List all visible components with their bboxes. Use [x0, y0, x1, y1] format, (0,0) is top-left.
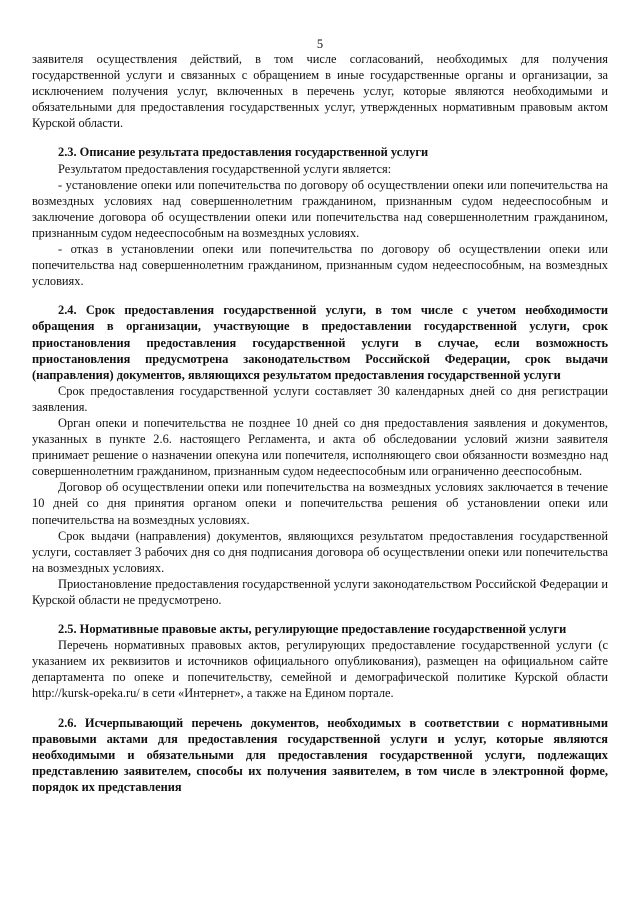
- paragraph: Перечень нормативных правовых актов, регулирующих предоставление государственной услуги (с указанием их реквизитов и источников официального опубликования), размещен на официальном сайте департамента по опеке и попечительству, семейной и демографической политике Курской области http://kursk-opeka.ru/ в сети «Интернет», а также на Едином портале.: [32, 638, 608, 701]
- section-heading-2-6: 2.6. Исчерпывающий перечень документов, необходимых в соответствии с нормативными правовыми актами для предоставления государственной услуги и услуг, которые являются необходимыми и обязательными для предоставления государственной услуги, подлежащих представлению заявителем, способы их получения заявителем, в том числе в электронной форме, порядок их представления: [32, 715, 608, 794]
- paragraph: заявителя осуществления действий, в том числе согласований, необходимых для получения государственной услуги и связанных с обращением в иные государственные органы и организации, за исключением получения услуг, включенных в перечень услуг, которые являются необходимыми и обязательными для предоставления государственных услуг, утвержденных нормативным правовым актом Курской области.: [32, 52, 608, 131]
- section-heading-2-5: 2.5. Нормативные правовые акты, регулирующие предоставление государственной услуги: [58, 622, 567, 637]
- document-body: [32, 51, 608, 795]
- paragraph: Приостановление предоставления государственной услуги законодательством Российской Федерации и Курской области не предусмотрено.: [32, 576, 608, 607]
- paragraph: Срок выдачи (направления) документов, являющихся результатом предоставления государственной услуги, составляет 3 рабочих дня со дня подписания договора об осуществлении опеки или попечительства на возмездных условиях.: [32, 528, 608, 575]
- paragraph: Результатом предоставления государственной услуги является:: [58, 161, 392, 176]
- list-item: - отказ в установлении опеки или попечительства по договору об осуществлении опеки или попечительства над совершеннолетним гражданином, признанным судом недееспособным, на возмездных условиях.: [32, 242, 608, 289]
- section-heading-2-4: 2.4. Срок предоставления государственной услуги, в том числе с учетом необходимости обращения в организации, участвующие в предоставлении государственной услуги, срок приостановления предоставления государственной услуги в случае, если возможность приостановления предусмотрена законодательством Российской Федерации, срок выдачи (направления) документов, являющихся результатом предоставления государственной услуги: [32, 303, 608, 382]
- section-heading-2-3: 2.3. Описание результата предоставления государственной услуги: [58, 145, 429, 160]
- list-item: - установление опеки или попечительства по договору об осуществлении опеки или попечительства на возмездных условиях над совершеннолетним гражданином, признанным судом недееспособным и заключение договора об осуществлении опеки или попечительства над совершеннолетним гражданином, признанным судом недееспособным на возмездных условиях.: [32, 177, 608, 240]
- paragraph: Срок предоставления государственной услуги составляет 30 календарных дней со дня регистрации заявления.: [32, 383, 608, 414]
- paragraph: Орган опеки и попечительства не позднее 10 дней со дня предоставления заявления и документов, указанных в пункте 2.6. настоящего Регламента, и акта об обследовании условий жизни заявителя принимает решение о назначении опекуна или попечителя, исполняющего свои обязанности возмездно над совершеннолетним гражданином, признанным судом недееспособным или ограниченно дееспособным.: [32, 415, 608, 479]
- paragraph: Договор об осуществлении опеки или попечительства на возмездных условиях заключается в течение 10 дней со дня принятия органом опеки и попечительства решения об установлении опеки или попечительства на возмездных условиях.: [32, 480, 608, 527]
- page-number: 5: [316, 37, 324, 51]
